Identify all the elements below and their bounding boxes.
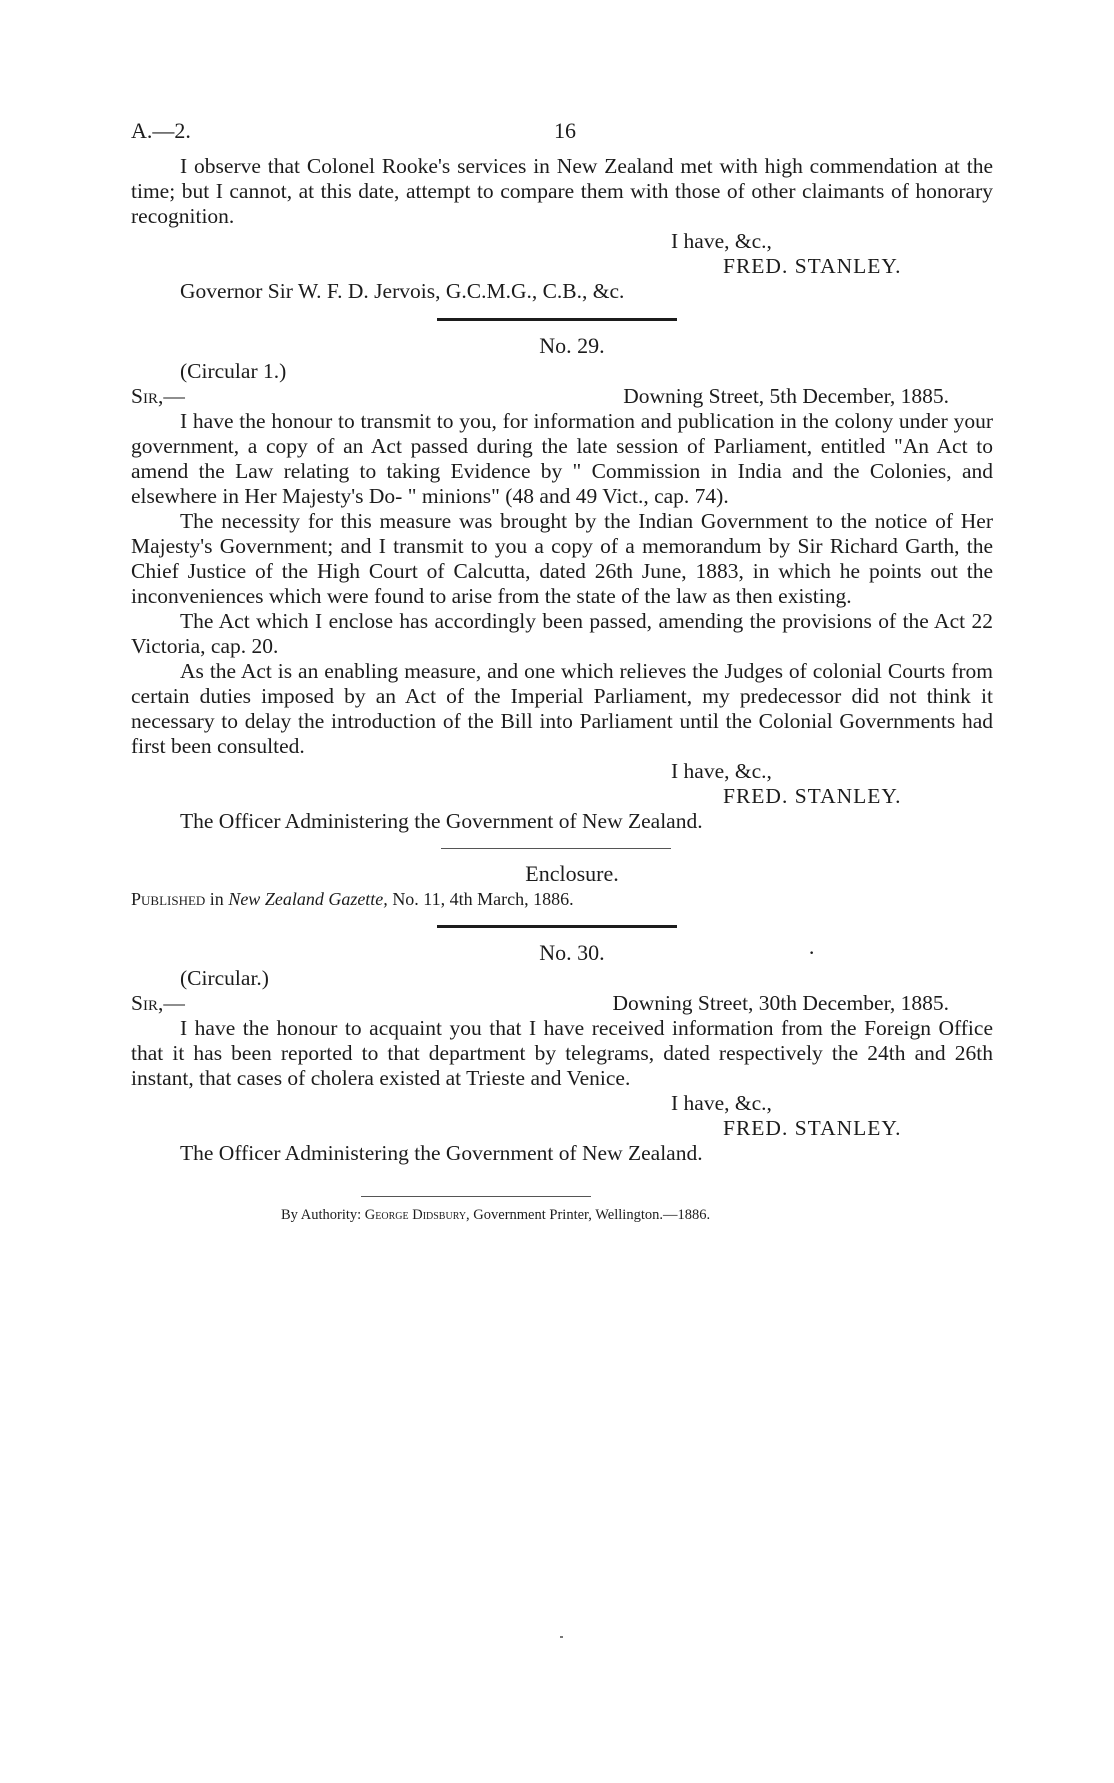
document-page (131, 118, 993, 1225)
letter-number-row (131, 940, 993, 966)
paper-speck (560, 1636, 563, 1638)
enclosure-heading: Enclosure. (525, 861, 619, 886)
salutation: Sir,— (131, 991, 185, 1015)
published-in: in (205, 889, 229, 909)
letter-closing: I have, &c., (671, 1091, 772, 1115)
letter-addressee: The Officer Administering the Government of New Zealand. (180, 809, 703, 833)
letter-paragraph: The Act which I enclose has accordingly been passed, amending the provisions of the Act 22 Victoria, cap. 20. (131, 609, 993, 658)
imprint-prefix: By Authority: (281, 1207, 365, 1223)
footer-divider (361, 1196, 591, 1197)
salutation-line (131, 991, 993, 1016)
enclosure-divider (441, 848, 671, 849)
circular-label: (Circular.) (180, 966, 269, 990)
section-divider (437, 925, 677, 928)
letter-number: No. 29. (539, 333, 605, 358)
letter-signature: FRED. STANLEY. (723, 784, 902, 808)
published-prefix: Published (131, 889, 206, 909)
letter-no-29 (131, 333, 993, 911)
page-number: 16 (554, 118, 576, 143)
intro-paragraph: I observe that Colonel Rooke's services in New Zealand met with high commendation at the time; but I cannot, at this date, attempt to compare them with those of other claimants of honorary recognition. (131, 154, 993, 228)
printer-name: George Didsbury, (364, 1207, 470, 1223)
place-date: Downing Street, 5th December, 1885. (623, 384, 949, 408)
letter-closing: I have, &c., (671, 759, 772, 783)
publication-note (131, 887, 993, 911)
letter-paragraph: The necessity for this measure was brought by the Indian Government to the notice of Her Majesty's Government; and I transmit to you a copy of a memorandum by Sir Richard Garth, the Chief Justice of the High Court of Calcutta, dated 26th June, 1883, in which he points out the inconveniences which were found to arise from the state of the law as then existing. (131, 509, 993, 608)
letter-paragraph: As the Act is an enabling measure, and one which relieves the Judges of colonial Courts from certain duties imposed by an Act of the Imperial Parliament, my predecessor did not think it necessary to delay the introduction of the Bill into Parliament until the Colonial Governments had first been consulted. (131, 659, 993, 758)
letter-number: No. 30. (539, 940, 605, 965)
salutation-line (131, 384, 993, 409)
circular-label: (Circular 1.) (180, 359, 287, 383)
letter-signature: FRED. STANLEY. (723, 1116, 902, 1140)
imprint-footer (131, 1205, 993, 1225)
place-date: Downing Street, 30th December, 1885. (612, 991, 949, 1015)
intro-signature: FRED. STANLEY. (723, 254, 902, 278)
letter-no-30 (131, 940, 993, 1166)
imprint-suffix: Government Printer, Wellington.—1886. (469, 1207, 711, 1223)
published-suffix: No. 11, 4th March, 1886. (387, 889, 574, 909)
section-divider (437, 318, 677, 321)
page-header (131, 118, 993, 154)
intro-addressee: Governor Sir W. F. D. Jervois, G.C.M.G., C.B., &c. (180, 279, 625, 303)
letter-paragraph: I have the honour to acquaint you that I have received information from the Foreign Office that it has been reported to that department by telegrams, dated respectively the 24th and 26th instant, that cases of cholera existed at Trieste and Venice. (131, 1016, 993, 1090)
salutation: Sir,— (131, 384, 185, 408)
stray-mark: · (808, 940, 816, 965)
gazette-name: New Zealand Gazette, (228, 889, 388, 909)
letter-addressee: The Officer Administering the Government of New Zealand. (180, 1141, 703, 1165)
intro-letter (131, 154, 993, 304)
paper-reference: A.—2. (131, 118, 191, 143)
letter-paragraph: I have the honour to transmit to you, for information and publication in the colony under your government, a copy of an Act passed during the late session of Parliament, entitled "An Act to amend the Law relating to taking Evidence by " Commission in India and the Colonies, and elsewhere in Her Majesty's Do- " minions" (48 and 49 Vict., cap. 74). (131, 409, 993, 508)
intro-closing: I have, &c., (671, 229, 772, 253)
